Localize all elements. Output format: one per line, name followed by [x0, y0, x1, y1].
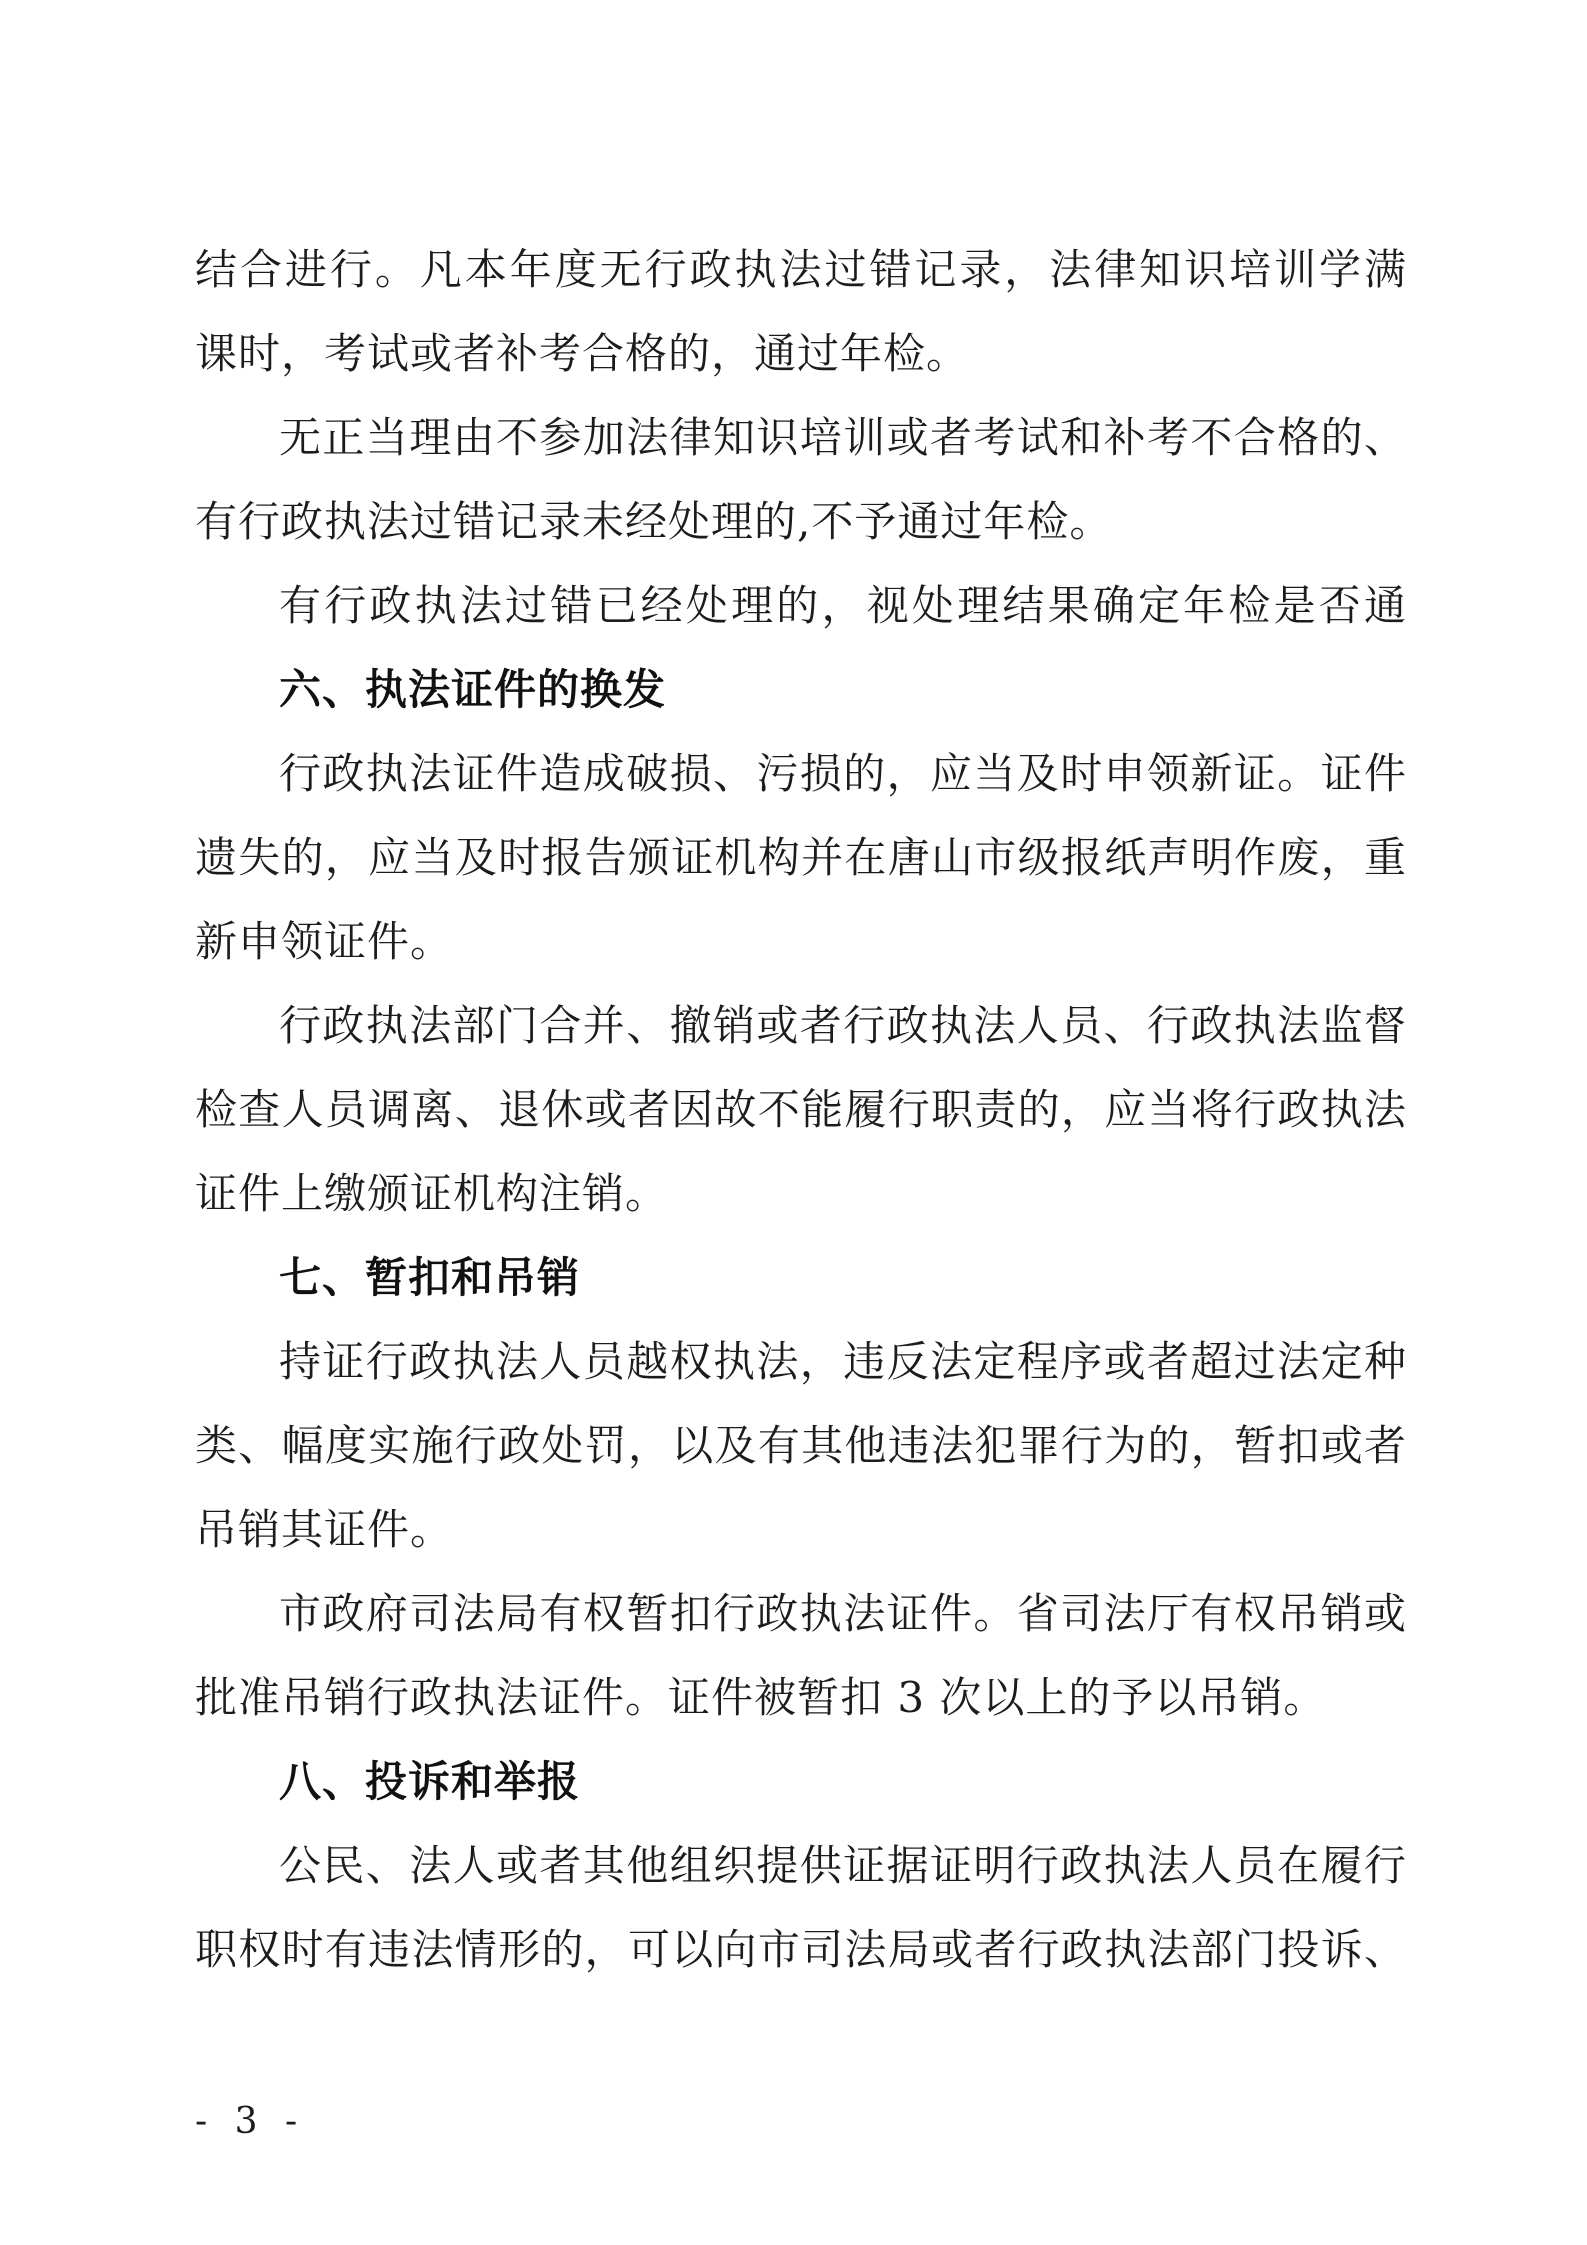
text-line: 持证行政执法人员越权执法，违反法定程序或者超过法定种: [279, 1337, 1407, 1386]
paragraph: [195, 1824, 1407, 1992]
text-line: 类、幅度实施行政处罚，以及有其他违法犯罪行为的，暂扣或者: [195, 1421, 1407, 1470]
paragraph: [195, 732, 1407, 984]
text-line: 公民、法人或者其他组织提供证据证明行政执法人员在履行: [279, 1841, 1407, 1890]
paragraph: [195, 228, 1407, 396]
text-line: 有行政执法过错已经处理的，视处理结果确定年检是否通: [279, 581, 1407, 630]
text-line: 吊销其证件。: [195, 1505, 454, 1554]
text-line: 遗失的，应当及时报告颁证机构并在唐山市级报纸声明作废，重: [195, 833, 1407, 882]
text-line: 行政执法证件造成破损、污损的，应当及时申领新证。证件: [279, 749, 1407, 798]
text-line: 无正当理由不参加法律知识培训或者考试和补考不合格的、: [279, 413, 1407, 462]
page-number: - 3 -: [195, 2101, 306, 2142]
paragraph: [195, 396, 1407, 564]
text-line: 课时，考试或者补考合格的，通过年检。: [195, 329, 970, 378]
text-line: 新申领证件。: [195, 917, 454, 966]
text-line: 证件上缴颁证机构注销。: [195, 1169, 669, 1218]
paragraph: [195, 1320, 1407, 1572]
text-line: 行政执法部门合并、撤销或者行政执法人员、行政执法监督: [279, 1001, 1407, 1050]
paragraph: [195, 564, 1407, 648]
document-body: [195, 228, 1407, 1992]
section-heading: 七、暂扣和吊销: [279, 1253, 581, 1302]
text-line: 职权时有违法情形的，可以向市司法局或者行政执法部门投诉、: [195, 1925, 1407, 1974]
text-line: 结合进行。凡本年度无行政执法过错记录，法律知识培训学满: [195, 245, 1407, 294]
section-heading: 八、投诉和举报: [279, 1757, 581, 1806]
text-line: 检查人员调离、退休或者因故不能履行职责的，应当将行政执法: [195, 1085, 1407, 1134]
section-heading: 六、执法证件的换发: [279, 665, 667, 714]
text-line: 有行政执法过错记录未经处理的,不予通过年检。: [195, 497, 1113, 546]
paragraph: [195, 1572, 1407, 1740]
paragraph: [195, 984, 1407, 1236]
text-line: 批准吊销行政执法证件。证件被暂扣 3 次以上的予以吊销。: [195, 1673, 1327, 1722]
text-line: 市政府司法局有权暂扣行政执法证件。省司法厅有权吊销或: [279, 1589, 1407, 1638]
